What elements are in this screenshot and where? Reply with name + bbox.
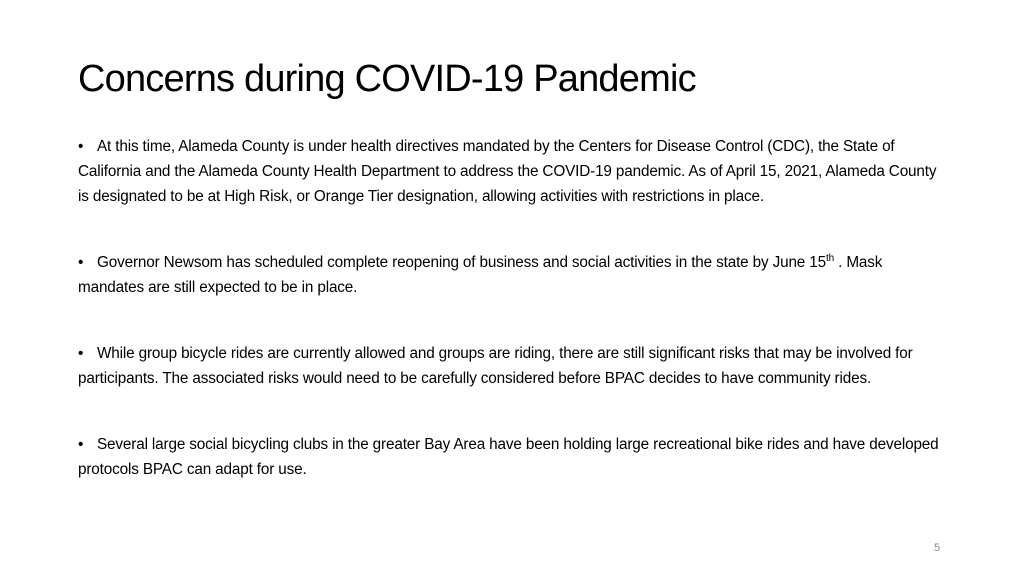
- bullet-text: Several large social bicycling clubs in the greater Bay Area have been holding large recreational bike rides and have developed protocols BPAC can adapt for use.: [78, 436, 939, 478]
- bullet-item: [78, 341, 948, 391]
- bullet-item: [78, 432, 948, 482]
- bullet-text: Governor Newsom has scheduled complete reopening of business and social activities in the state by June 15: [97, 254, 826, 271]
- bullet-text-continued: . Mask mandates are still expected to be in place.: [78, 254, 883, 296]
- bullet-dot-icon: •: [78, 254, 84, 271]
- bullet-item: [78, 134, 948, 209]
- bullet-superscript: th: [825, 252, 835, 264]
- bullet-dot-icon: •: [78, 436, 84, 453]
- bullet-text: While group bicycle rides are currently allowed and groups are riding, there are still significant risks that may be involved for participants. The associated risks would need to be carefully considered before BPAC decides to have community rides.: [78, 345, 913, 387]
- bullet-text: At this time, Alameda County is under health directives mandated by the Centers for Disease Control (CDC), the State of California and the Alameda County Health Department to address the COVID-19 pandemic. As of April 15, 2021, Alameda County is designated to be at High Risk, or Orange Tier designation, allowing activities with restrictions in place.: [78, 138, 937, 205]
- bullet-dot-icon: •: [78, 138, 84, 155]
- bullet-list: [78, 134, 948, 482]
- page-number: 5: [934, 542, 941, 554]
- slide-title: Concerns during COVID-19 Pandemic: [78, 58, 696, 100]
- bullet-dot-icon: •: [78, 345, 84, 362]
- bullet-item: [78, 250, 948, 300]
